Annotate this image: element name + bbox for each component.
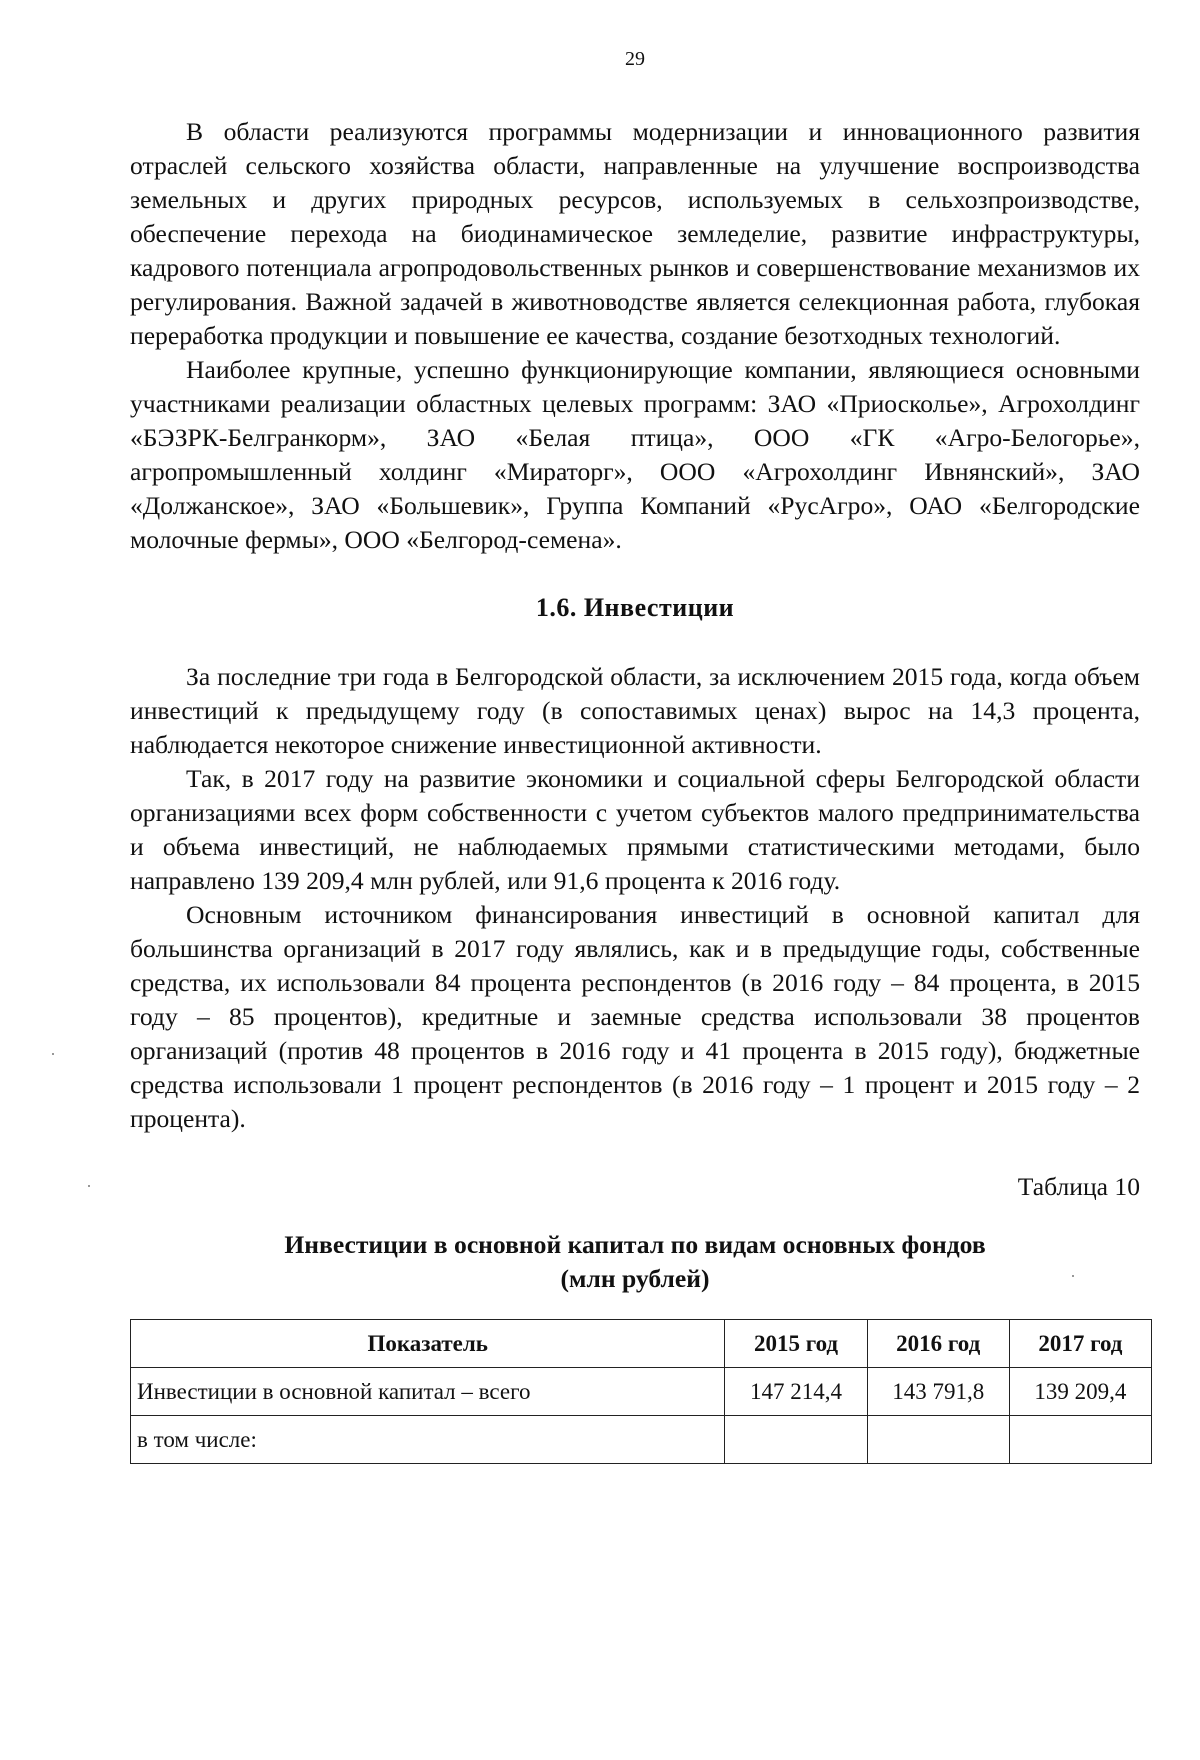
table-title-line-2: (млн рублей): [560, 1264, 710, 1293]
header-2017: 2017 год: [1009, 1320, 1151, 1368]
document-body: [130, 115, 1140, 1464]
paragraph-investment-trend: За последние три года в Белгородской области, за исключением 2015 года, когда объем инвестиций к предыдущему году (в сопоставимых ценах) вырос на 14,3 процента, наблюдается некоторое снижение инвестиционной активности.: [130, 662, 1140, 759]
cell-2015: [725, 1416, 867, 1464]
cell-2017: 139 209,4: [1009, 1368, 1151, 1416]
scan-speck: [52, 1053, 54, 1055]
paragraph-companies: Наиболее крупные, успешно функционирующие компании, являющиеся основными участниками реализации областных целевых программ: ЗАО «Приосколье», Агрохолдинг «БЭЗРК-Белгранкорм», ЗАО «Белая птица», ООО «ГК «Агро-Белогорье», агропромышленный холдинг «Мираторг», ООО «Агрохолдинг Ивнянский», ЗАО «Должанское», ЗАО «Большевик», Группа Компаний «РусАгро», ОАО «Белгородские молочные фермы», ООО «Белгород-семена».: [130, 355, 1140, 554]
header-2016: 2016 год: [867, 1320, 1009, 1368]
row-label: в том числе:: [131, 1416, 725, 1464]
cell-2017: [1009, 1416, 1151, 1464]
header-2015: 2015 год: [725, 1320, 867, 1368]
table-row: [131, 1416, 1152, 1464]
paragraph-modernization: В области реализуются программы модернизации и инновационного развития отраслей сельского хозяйства области, направленные на улучшение воспроизводства земельных и других природных ресурсов, используемых в сельхозпроизводстве, обеспечение перехода на биодинамическое земледелие, развитие инфраструктуры, кадрового потенциала агропродовольственных рынков и совершенствование механизмов их регулирования. Важной задачей в животноводстве является селекционная работа, глубокая переработка продукции и повышение ее качества, создание безотходных технологий.: [130, 117, 1140, 350]
header-indicator: Показатель: [131, 1320, 725, 1368]
investment-table: [130, 1319, 1152, 1464]
row-label: Инвестиции в основной капитал – всего: [131, 1368, 725, 1416]
scan-speck: [88, 1185, 90, 1187]
table-label: Таблица 10: [1017, 1172, 1140, 1201]
cell-2016: [867, 1416, 1009, 1464]
table-title-line-1: Инвестиции в основной капитал по видам основных фондов: [284, 1230, 986, 1259]
cell-2016: 143 791,8: [867, 1368, 1009, 1416]
paragraph-investment-2017: Так, в 2017 году на развитие экономики и социальной сферы Белгородской области организациями всех форм собственности с учетом субъектов малого предпринимательства и объема инвестиций, не наблюдаемых прямыми статистическими методами, было направлено 139 209,4 млн рублей, или 91,6 процента к 2016 году.: [130, 764, 1140, 895]
section-title: 1.6. Инвестиции: [535, 593, 735, 622]
page-number: 29: [625, 48, 645, 70]
scan-speck: [1072, 1275, 1074, 1277]
table-title: [130, 1228, 1140, 1296]
paragraph-financing-sources: Основным источником финансирования инвестиций в основной капитал для большинства организаций в 2017 году являлись, как и в предыдущие годы, собственные средства, их использовали 84 процента респондентов (в 2016 году – 84 процента, в 2015 году – 85 процентов), кредитные и заемные средства использовали 38 процентов организаций (против 48 процентов в 2016 году и 41 процента в 2015 году), бюджетные средства использовали 1 процент респондентов (в 2016 году – 1 процент и 2015 году – 2 процента).: [130, 900, 1140, 1133]
table-header-row: [131, 1320, 1152, 1368]
table-row: [131, 1368, 1152, 1416]
cell-2015: 147 214,4: [725, 1368, 867, 1416]
